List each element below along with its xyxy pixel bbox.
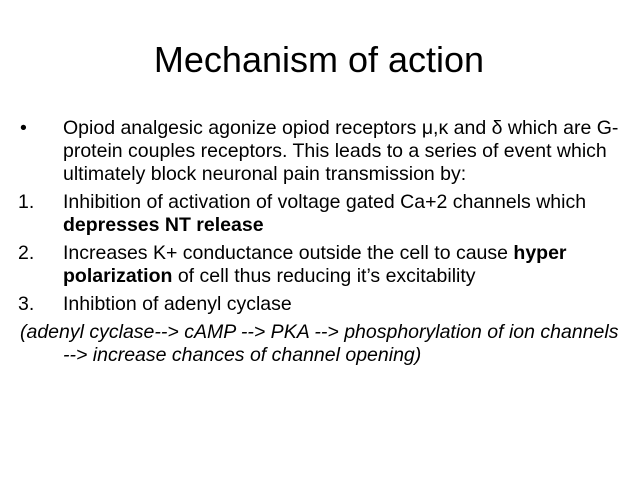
list-bold-1: depresses NT release (63, 214, 264, 236)
list-number-3: 3. (18, 293, 35, 315)
list-item-2 (18, 242, 623, 288)
slide-content (18, 117, 623, 367)
list-item-1 (18, 191, 623, 237)
list-text-3: Inhibtion of adenyl cyclase (63, 293, 292, 315)
list-text-2: Increases K+ conductance outside the cell to cause (63, 242, 514, 264)
slide-title: Mechanism of action (153, 39, 485, 80)
list-text-1: Inhibition of activation of voltage gated Ca+2 channels which (63, 191, 587, 213)
bullet-item (18, 117, 623, 186)
list-item-3 (18, 293, 623, 316)
pathway-note: (adenyl cyclase--> cAMP --> PKA --> phosphorylation of ion channels --> increase chances of channel opening) (20, 321, 619, 366)
list-bold-2: hyper polarization (63, 242, 567, 287)
bullet-text: Opiod analgesic agonize opiod receptors μ,κ and δ which are G-protein couples receptors. This leads to a series of event which ultimately block neuronal pain transmission by: (63, 117, 619, 185)
list-text-2-end: of cell thus reducing it’s excitability (172, 265, 476, 287)
list-number-2: 2. (18, 242, 35, 264)
list-number-1: 1. (18, 191, 35, 213)
bullet-marker: • (20, 117, 27, 139)
